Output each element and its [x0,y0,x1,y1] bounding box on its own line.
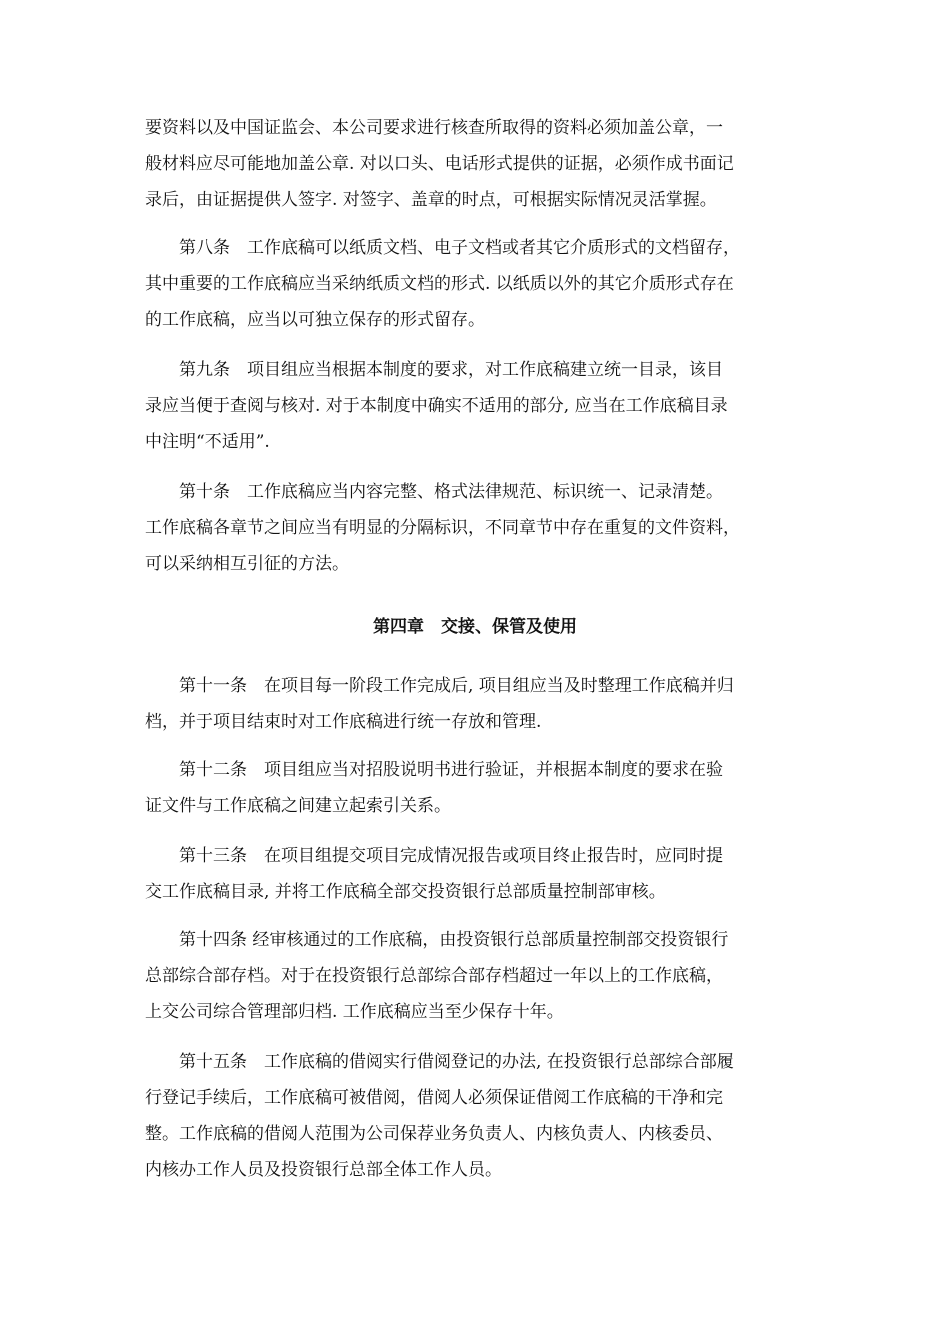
text-line: 行登记手续后，工作底稿可被借阅，借阅人必须保证借阅工作底稿的干净和完 [145,1088,723,1108]
text-line: 要资料以及中国证监会、本公司要求进行核查所取得的资料必须加盖公章，一 [145,118,723,138]
text-line: 证文件与工作底稿之间建立起索引关系。 [145,796,451,816]
paragraph-continuation [145,110,815,218]
text-line: 第十条 工作底稿应当内容完整、格式法律规范、标识统一、记录清楚。 [145,482,723,502]
text-line: 第十一条 在项目每一阶段工作完成后, 项目组应当及时整理工作底稿并归 [145,676,734,696]
text-line: 录后，由证据提供人签字. 对签字、盖章的时点，可根据实际情况灵活掌握。 [145,190,717,210]
text-line: 上交公司综合管理部归档. 工作底稿应当至少保存十年。 [145,1002,564,1022]
text-line: 第十三条 在项目组提交项目完成情况报告或项目终止报告时，应同时提 [145,846,723,866]
text-line: 第十二条 项目组应当对招股说明书进行验证，并根据本制度的要求在验 [145,760,723,780]
text-line: 可以采纳相互引征的方法。 [145,554,349,574]
text-line: 工作底稿各章节之间应当有明显的分隔标识，不同章节中存在重复的文件资料， [145,518,740,538]
text-line: 第九条 项目组应当根据本制度的要求，对工作底稿建立统一目录，该目 [145,360,723,380]
text-line: 的工作底稿，应当以可独立保存的形式留存。 [145,310,485,330]
article-14 [145,922,815,1030]
text-line: 第十四条 经审核通过的工作底稿，由投资银行总部质量控制部交投资银行 [145,930,729,950]
text-line: 般材料应尽可能地加盖公章. 对以口头、电话形式提供的证据，必须作成书面记 [145,154,734,174]
article-10 [145,474,815,582]
article-13 [145,838,815,910]
chapter-heading: 第四章 交接、保管及使用 [373,617,577,637]
text-line: 交工作底稿目录, 并将工作底稿全部交投资银行总部质量控制部审核。 [145,882,666,902]
article-12 [145,752,815,824]
text-line: 整。工作底稿的借阅人范围为公司保荐业务负责人、内核负责人、内核委员、 [145,1124,723,1144]
article-9 [145,352,815,460]
text-line: 总部综合部存档。对于在投资银行总部综合部存档超过一年以上的工作底稿， [145,966,723,986]
text-line: 第八条 工作底稿可以纸质文档、电子文档或者其它介质形式的文档留存， [145,238,740,258]
article-11 [145,668,815,740]
text-line: 其中重要的工作底稿应当采纳纸质文档的形式. 以纸质以外的其它介质形式存在 [145,274,734,294]
article-8 [145,230,815,338]
text-line: 录应当便于查阅与核对. 对于本制度中确实不适用的部分, 应当在工作底稿目录 [145,396,728,416]
text-line: 档，并于项目结束时对工作底稿进行统一存放和管理. [145,712,542,732]
text-line: 内核办工作人员及投资银行总部全体工作人员。 [145,1160,502,1180]
text-line: 第十五条 工作底稿的借阅实行借阅登记的办法, 在投资银行总部综合部履 [145,1052,734,1072]
text-line: 中注明“不适用”. [145,432,270,452]
article-15 [145,1044,815,1188]
